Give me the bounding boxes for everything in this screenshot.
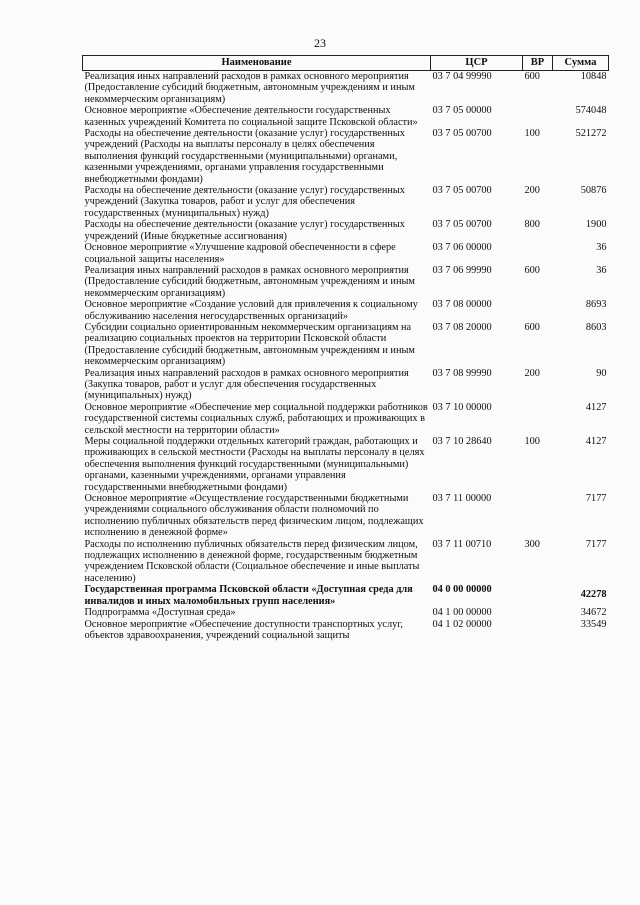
row-sum-cell: 521272 <box>575 128 607 140</box>
row-name-cell: Основное мероприятие «Создание условий для привлечения к социальному обслуживанию населения негосударственных организаций» <box>84 299 418 322</box>
row-csr-cell: 03 7 08 20000 <box>432 321 492 333</box>
row-name-cell: Основное мероприятие «Обеспечение доступности транспортных услуг, объектов здравоохранения, учреждений социальной защиты <box>84 618 403 641</box>
row-name-cell: Расходы на обеспечение деятельности (оказание услуг) государственных учреждений (Расходы на выплаты персоналу в целях обеспечения выполнения функций государственными (муниципальными) органами, казенными учреждениями, органами управления государственными внебюджетными фондами) <box>84 128 405 185</box>
row-vr-cell: 200 <box>524 185 540 197</box>
row-vr-cell: 800 <box>524 219 540 231</box>
row-sum-cell: 8693 <box>585 299 607 311</box>
row-name-cell: Реализация иных направлений расходов в рамках основного мероприятия (Закупка товаров, работ и услуг для обеспечения государственных (муниципальных) нужд) <box>84 367 409 402</box>
table-row <box>83 265 609 299</box>
row-vr-cell <box>523 242 553 265</box>
row-name-cell: Подпрограмма «Доступная среда» <box>84 607 236 619</box>
row-csr-cell: 04 0 00 00000 <box>432 584 492 596</box>
row-name-cell: Государственная программа Псковской области «Доступная среда для инвалидов и иных маломобильных групп населения» <box>84 584 413 607</box>
row-vr-cell <box>523 607 553 618</box>
row-csr-cell: 03 7 05 00000 <box>432 105 492 117</box>
row-csr-cell: 03 7 06 99990 <box>432 264 492 276</box>
row-csr-cell: 03 7 06 00000 <box>432 242 492 254</box>
header-name: Наименование <box>83 56 431 71</box>
table-row <box>83 219 609 242</box>
table-row <box>83 322 609 368</box>
row-name-cell: Расходы на обеспечение деятельности (оказание услуг) государственных учреждений (Иные бюджетные ассигнования) <box>84 219 405 242</box>
table-row <box>83 368 609 402</box>
row-csr-cell: 03 7 11 00710 <box>432 538 492 550</box>
row-sum-cell: 33549 <box>580 618 607 630</box>
row-vr-cell <box>523 105 553 128</box>
row-name-cell: Основное мероприятие «Обеспечение мер социальной поддержки работников государственной системы социальных служб, работающих и проживающих в сельской местности на территории области» <box>84 401 428 436</box>
header-csr: ЦСР <box>431 56 523 71</box>
table-body <box>83 71 609 642</box>
row-name-cell: Основное мероприятие «Улучшение кадровой обеспеченности в сфере социальной защиты населения» <box>84 242 396 265</box>
row-csr-cell: 03 7 10 00000 <box>432 401 492 413</box>
row-name-cell: Основное мероприятие «Осуществление государственными бюджетными учреждениями социального обслуживания области полномочий по исполнению публичных обязательств перед физическим лицом, подлежащих исполнению в денежной форме» <box>84 493 424 539</box>
row-sum-cell: 36 <box>596 242 607 254</box>
row-vr-cell: 100 <box>524 436 540 447</box>
row-csr-cell: 03 7 08 00000 <box>432 299 492 311</box>
row-csr-cell: 03 7 05 00700 <box>432 185 492 197</box>
row-sum-cell: 574048 <box>575 105 607 117</box>
row-name-cell: Расходы по исполнению публичных обязательств перед физическим лицом, подлежащих исполнению в денежной форме, государственным бюджетным учреждением Псковской области (Социальное обеспечение и иные выплаты населению) <box>84 538 420 584</box>
row-sum-cell: 42278 <box>580 589 607 601</box>
table-row <box>83 185 609 219</box>
budget-table-container <box>82 55 608 641</box>
row-sum-cell: 36 <box>596 264 607 276</box>
row-name-cell: Реализация иных направлений расходов в рамках основного мероприятия (Предоставление субсидий бюджетным, автономным учреждениям и иным некоммерческим организациям) <box>84 71 415 105</box>
row-sum-cell: 8603 <box>585 321 607 333</box>
row-name-cell: Субсидии социально ориентированным некоммерческим организациям на реализацию социальных проектов на территории Псковской области (Предоставление субсидий бюджетным, автономным учреждениям и иным некоммерческим организациям) <box>84 321 415 368</box>
table-row <box>83 299 609 322</box>
row-vr-cell <box>523 493 553 539</box>
row-name-cell: Меры социальной поддержки отдельных категорий граждан, работающих и проживающих в сельской местности (Расходы на выплаты персоналу в целях обеспечения выполнения функций государственными (муниципальными) органами, казенными учреждениями, органами управления государственными внебюджетными фондами) <box>84 436 425 493</box>
row-vr-cell: 600 <box>524 321 540 333</box>
row-csr-cell: 03 7 05 00700 <box>432 128 492 140</box>
table-row <box>83 402 609 436</box>
row-sum-cell: 50876 <box>580 185 607 197</box>
row-sum-cell: 90 <box>596 367 607 379</box>
row-vr-cell <box>523 299 553 322</box>
row-sum-cell: 34672 <box>580 607 607 619</box>
row-sum-cell: 10848 <box>580 71 607 82</box>
row-vr-cell <box>523 619 553 642</box>
row-csr-cell: 03 7 10 28640 <box>432 436 492 447</box>
row-name-cell: Расходы на обеспечение деятельности (оказание услуг) государственных учреждений (Закупка товаров, работ и услуг для обеспечения государственных (муниципальных) нужд) <box>84 185 405 219</box>
row-sum-cell: 7177 <box>585 538 607 550</box>
table-row <box>83 493 609 539</box>
row-csr-cell: 04 1 02 00000 <box>432 618 492 630</box>
header-sum: Сумма <box>553 56 609 71</box>
row-vr-cell <box>523 402 553 436</box>
row-sum-cell: 4127 <box>585 436 607 447</box>
budget-table <box>82 55 609 641</box>
row-vr-cell: 600 <box>524 264 540 276</box>
row-csr-cell: 03 7 05 00700 <box>432 219 492 231</box>
row-sum-cell: 4127 <box>585 401 607 413</box>
table-row <box>83 436 609 493</box>
table-row <box>83 105 609 128</box>
row-vr-cell: 600 <box>524 71 540 82</box>
row-name-cell: Реализация иных направлений расходов в рамках основного мероприятия (Предоставление субсидий бюджетным, автономным учреждениям и иным некоммерческим организациям) <box>84 264 415 299</box>
row-sum-cell: 1900 <box>585 219 607 231</box>
row-csr-cell: 04 1 00 00000 <box>432 607 492 619</box>
table-row <box>83 71 609 106</box>
row-csr-cell: 03 7 08 99990 <box>432 367 492 379</box>
page-number: 23 <box>314 36 326 50</box>
row-csr-cell: 03 7 04 99990 <box>432 71 492 82</box>
row-sum-cell: 7177 <box>585 493 607 505</box>
table-row <box>83 128 609 185</box>
row-vr-cell <box>523 584 553 607</box>
row-vr-cell: 200 <box>524 367 540 379</box>
table-row <box>83 584 609 607</box>
header-vr: ВР <box>523 56 553 71</box>
row-vr-cell: 300 <box>524 538 540 550</box>
table-header-row <box>83 56 609 71</box>
table-row <box>83 607 609 618</box>
table-row <box>83 539 609 585</box>
table-row <box>83 242 609 265</box>
row-name-cell: Основное мероприятие «Обеспечение деятельности государственных казенных учреждений Комитета по социальной защите Псковской области» <box>84 105 418 128</box>
row-vr-cell: 100 <box>524 128 540 140</box>
table-row <box>83 619 609 642</box>
row-csr-cell: 03 7 11 00000 <box>432 493 492 505</box>
